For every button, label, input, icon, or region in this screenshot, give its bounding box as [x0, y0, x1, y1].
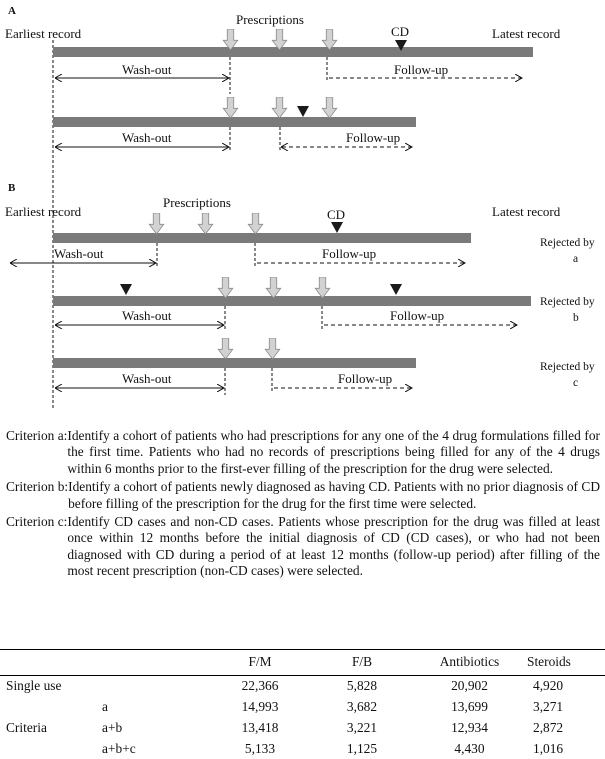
washout-label: Wash-out: [122, 308, 172, 323]
table-cell: 5,828: [346, 677, 378, 693]
row-sub: a: [102, 698, 108, 714]
table-row: [0, 717, 605, 738]
rejected-by-criterion: b: [573, 312, 579, 324]
table-row: [0, 696, 605, 717]
prescription-arrow-icon: [322, 97, 337, 118]
table-row: [0, 738, 605, 759]
followup-label: Follow-up: [394, 62, 449, 77]
prescription-arrow-icon: [218, 277, 233, 298]
table-cell: 5,133: [244, 740, 276, 756]
timeline-bar: [53, 47, 533, 57]
cd-marker-icon: [297, 106, 309, 117]
cd-label: CD: [391, 24, 410, 39]
timeline-bar: [53, 233, 471, 243]
rejected-by-criterion: c: [573, 377, 579, 389]
prescription-arrow-icon: [149, 213, 164, 234]
latest-record-label: Latest record: [492, 204, 561, 219]
table-cell: 12,934: [451, 719, 488, 735]
prescription-arrow-icon: [198, 213, 213, 234]
prescription-arrow-icon: [265, 338, 280, 359]
followup-label: Follow-up: [338, 371, 393, 386]
washout-label: Wash-out: [122, 62, 172, 77]
rejected-by-label: Rejected by: [540, 296, 595, 308]
criterion-label: Criterion c:: [6, 514, 68, 530]
row-group: Criteria: [6, 719, 47, 735]
prescriptions-label: Prescriptions: [236, 12, 304, 27]
rejected-by-criterion: a: [573, 253, 579, 265]
panel-a-label: A: [8, 5, 16, 17]
prescription-arrow-icon: [272, 97, 287, 118]
row-sub: a+b: [102, 719, 123, 735]
criterion-a: [6, 428, 600, 477]
cd-label: CD: [327, 207, 346, 222]
panel-b-label: B: [8, 182, 16, 194]
latest-record-label: Latest record: [492, 26, 561, 41]
table-cell: 3,221: [346, 719, 378, 735]
column-header: Steroids: [527, 654, 571, 669]
table-cell: 3,271: [533, 698, 564, 714]
row-group: Single use: [6, 677, 62, 693]
table-row: [0, 675, 605, 696]
criterion-c: [6, 514, 600, 580]
table-cell: 22,366: [241, 677, 279, 693]
table-cell: 4,430: [454, 740, 485, 756]
criterion-text: Identify a cohort of patients who had prescriptions for any one of the 4 drug formulations filled for the first time. Patients who had no records of prescriptions being filled for any of the 4 drugs within 6 months prior to the first-ever filling of the prescription for the drug were selected.: [67, 428, 600, 476]
criterion-b: [6, 479, 600, 512]
prescription-arrow-icon: [223, 97, 238, 118]
cd-marker-icon: [390, 284, 402, 295]
table-cell: 13,418: [241, 719, 279, 735]
table-cell: 13,699: [451, 698, 488, 714]
washout-label: Wash-out: [54, 246, 104, 261]
table-cell: 20,902: [451, 677, 488, 693]
prescription-arrow-icon: [223, 29, 238, 50]
cd-marker-icon: [120, 284, 132, 295]
prescription-arrow-icon: [248, 213, 263, 234]
criterion-text: Identify CD cases and non-CD cases. Patients whose prescription for the drug was filled at least once within 12 months before the initial diagnosis of CD (CD cases), or who had not been diagnosed with CD during a period of at least 12 months (follow-up period) after filling of the most recent prescription (non-CD cases) were selected.: [67, 514, 600, 579]
prescription-arrow-icon: [315, 277, 330, 298]
criterion-text: Identify a cohort of patients newly diagnosed as having CD. Patients with no prior diagnosis of CD before filling of the prescription for the drug for the first time were selected.: [68, 479, 600, 511]
prescription-arrow-icon: [322, 29, 337, 50]
table-cell: 1,016: [533, 740, 564, 756]
cd-marker-icon: [331, 222, 343, 233]
criteria-list: [6, 428, 600, 582]
table-cell: 4,920: [533, 677, 564, 693]
table-header-row: [0, 649, 605, 675]
washout-label: Wash-out: [122, 371, 172, 386]
timeline-bar: [53, 358, 416, 368]
summary-table: [0, 649, 605, 759]
table-cell: 2,872: [533, 719, 564, 735]
criterion-label: Criterion b:: [6, 479, 69, 495]
prescription-arrow-icon: [266, 277, 281, 298]
table-cell: 1,125: [346, 740, 378, 756]
row-sub: [98, 675, 208, 696]
column-header: F/M: [248, 654, 272, 669]
prescription-arrow-icon: [272, 29, 287, 50]
row-group: [0, 738, 98, 759]
followup-label: Follow-up: [322, 246, 377, 261]
table-cell: 14,993: [241, 698, 279, 714]
followup-label: Follow-up: [346, 130, 401, 145]
prescriptions-label: Prescriptions: [163, 195, 231, 210]
timeline-bar: [53, 117, 416, 127]
followup-label: Follow-up: [390, 308, 445, 323]
rejected-by-label: Rejected by: [540, 361, 595, 373]
column-header: F/B: [351, 654, 373, 669]
timeline-bar: [53, 296, 531, 306]
criterion-label: Criterion a:: [6, 428, 68, 443]
column-header: Antibiotics: [439, 654, 500, 669]
table-cell: 3,682: [346, 698, 378, 714]
row-group: [0, 696, 98, 717]
rejected-by-label: Rejected by: [540, 237, 595, 249]
earliest-record-label: Earliest record: [5, 204, 82, 219]
earliest-record-label: Earliest record: [5, 26, 82, 41]
prescription-arrow-icon: [218, 338, 233, 359]
washout-label: Wash-out: [122, 130, 172, 145]
row-sub: a+b+c: [102, 740, 136, 756]
